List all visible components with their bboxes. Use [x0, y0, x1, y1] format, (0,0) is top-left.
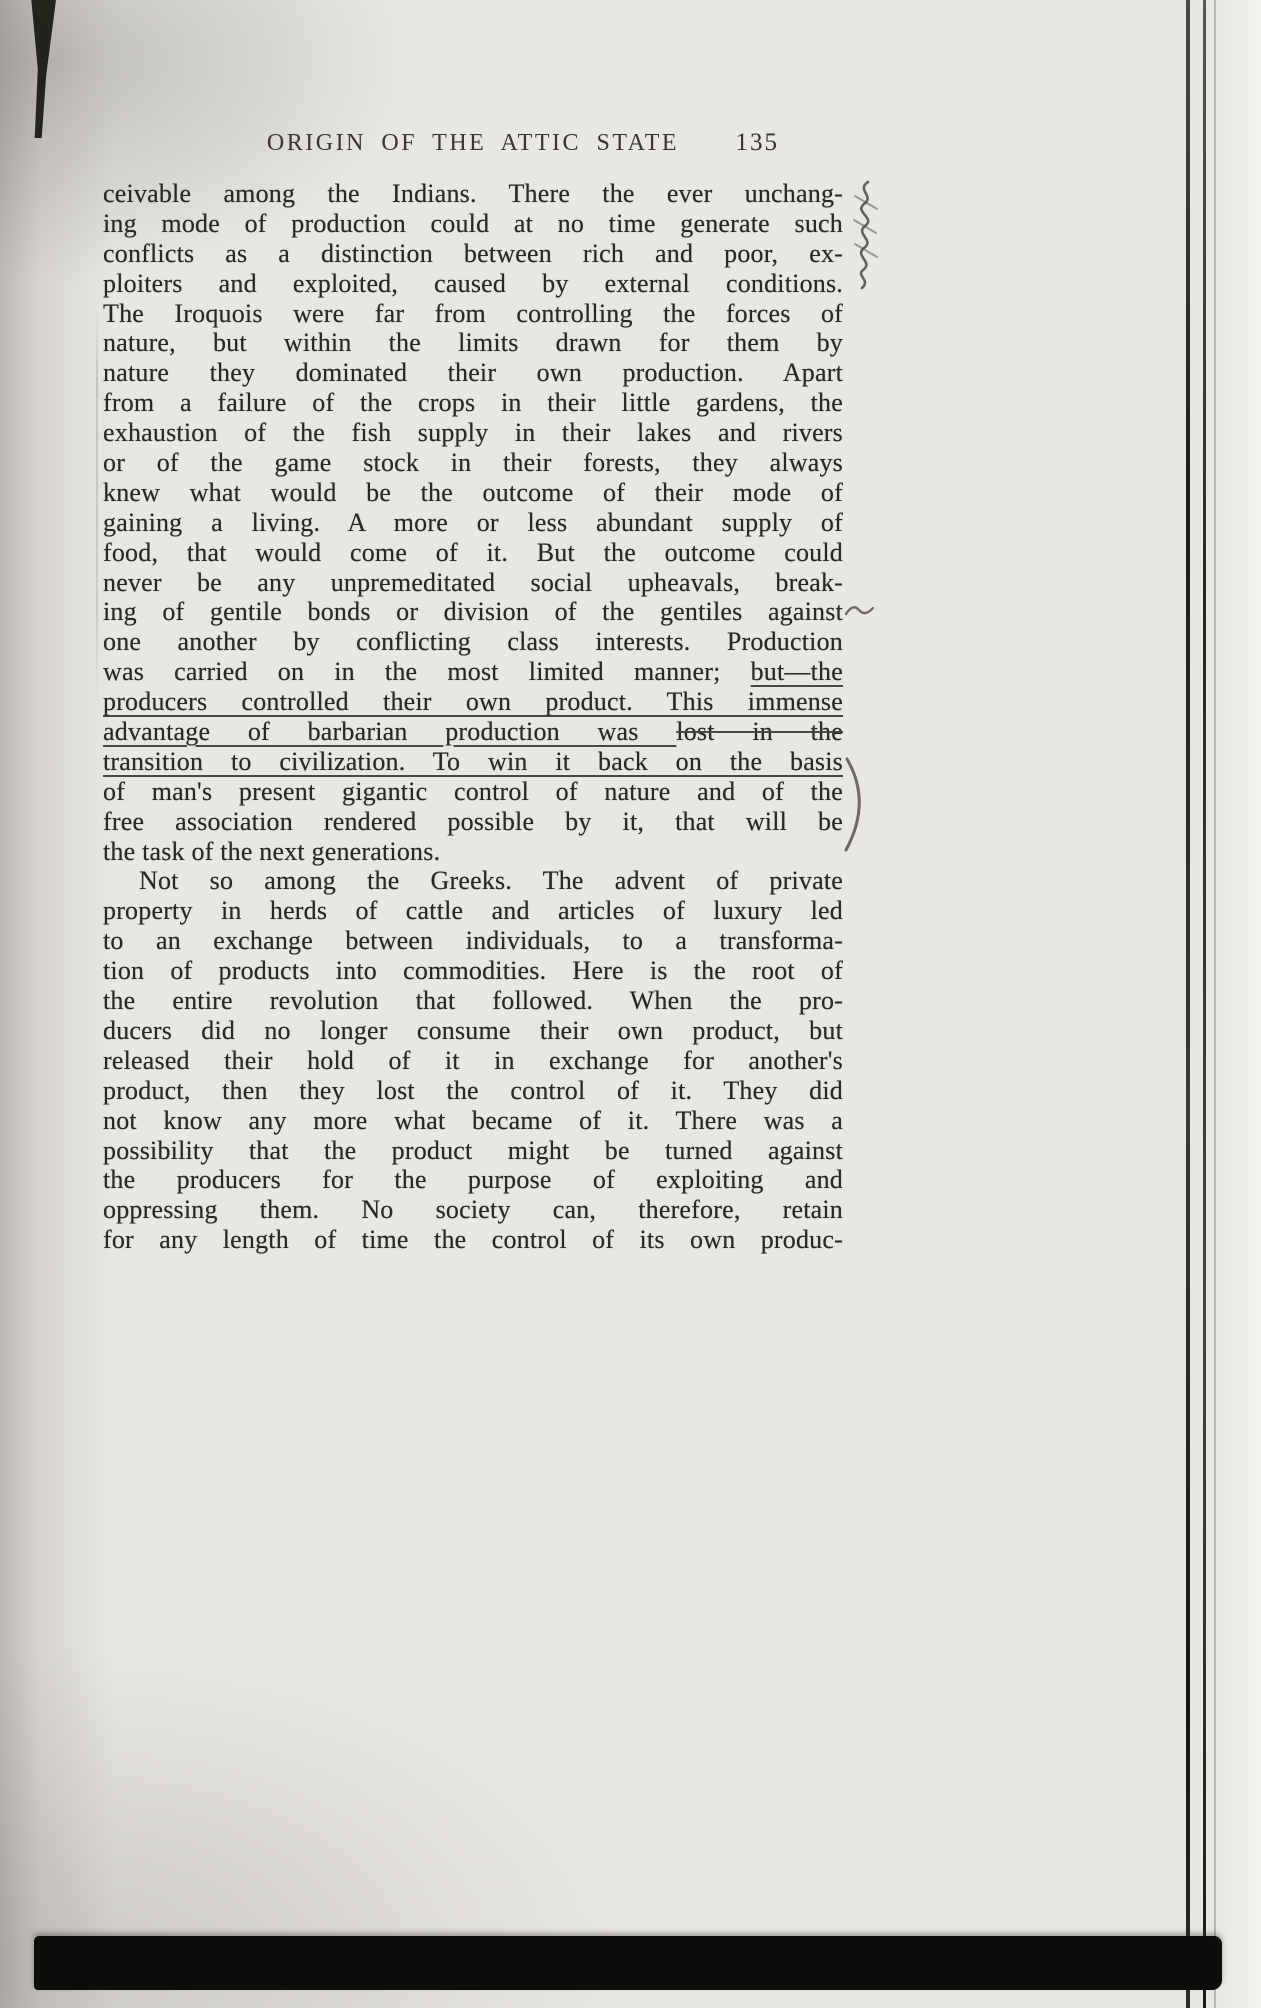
text-line [103, 179, 843, 209]
paragraph [103, 179, 843, 866]
text-segment: ceivable among the Indians. There the ever unchang- [103, 179, 843, 208]
page-header [103, 130, 843, 160]
text-segment: ing mode of production could at no time generate such [103, 208, 843, 238]
pencil-paren-icon [841, 756, 875, 854]
text-line [103, 956, 843, 986]
text-line [103, 1195, 843, 1225]
left-margin-fold-line [96, 305, 98, 705]
text-line [103, 448, 843, 478]
text-line [103, 926, 843, 956]
text-segment: tion of products into commodities. Here is the root of [103, 956, 843, 986]
text-line [103, 1016, 843, 1046]
text-segment: ploiters and exploited, caused by external conditions. [103, 268, 843, 298]
pencil-underlined-text: advantage of barbarian production was [103, 717, 677, 747]
text-segment: released their hold of it in exchange for another's [103, 1045, 843, 1075]
text-line [103, 657, 843, 687]
paragraph [103, 866, 843, 1255]
text-segment: free association rendered possible by it, that will be [103, 806, 843, 836]
pencil-scribble-icon [848, 178, 886, 292]
page-title: ORIGIN OF THE ATTIC STATE [266, 130, 680, 156]
text-segment: exhaustion of the fish supply in their lakes and rivers [103, 418, 843, 448]
pencil-underlined-text: lost in the [676, 717, 843, 747]
text-segment: ing of gentile bonds or division of the gentiles against [103, 597, 843, 627]
text-segment: Not so among the Greeks. The advent of private [139, 866, 843, 896]
text-segment: nature they dominated their own production. Apart [103, 358, 843, 388]
text-line [103, 837, 843, 867]
text-segment: the producers for the purpose of exploiting and [103, 1165, 843, 1195]
text-segment: possibility that the product might be turned against [103, 1135, 843, 1165]
page-body [103, 179, 843, 1255]
text-line [103, 239, 843, 269]
page-edge-line-1 [1186, 0, 1190, 2008]
text-line [103, 508, 843, 538]
text-segment: for any length of time the control of its own produc- [103, 1225, 843, 1255]
text-line [103, 807, 843, 837]
text-line [103, 388, 843, 418]
top-left-binding-mark [30, 0, 56, 138]
text-line [103, 1136, 843, 1166]
text-segment: oppressing them. No society can, therefore, retain [103, 1195, 843, 1225]
text-line [103, 1076, 843, 1106]
text-line [103, 866, 843, 896]
text-line [103, 627, 843, 657]
text-segment: conflicts as a distinction between rich and poor, ex- [103, 238, 843, 268]
text-line [103, 777, 843, 807]
text-segment: property in herds of cattle and articles of luxury led [103, 896, 843, 926]
text-segment: the task of the next generations. [103, 836, 441, 866]
text-segment: food, that would come of it. But the outcome could [103, 537, 843, 567]
pencil-underlined-text: transition to civilization. [103, 747, 405, 777]
text-segment: of man's present gigantic control of nature and of the [103, 776, 843, 806]
text-line [103, 1225, 843, 1255]
text-line [103, 687, 843, 717]
text-segment: was carried on in the most limited manner; [103, 657, 751, 687]
text-segment: The Iroquois were far from controlling the forces of [103, 298, 843, 328]
pencil-underlined-text: To win it back on the basis [405, 746, 843, 776]
text-line [103, 299, 843, 329]
text-line [103, 328, 843, 358]
text-segment: or of the game stock in their forests, they always [103, 448, 843, 478]
text-line [103, 478, 843, 508]
text-line [103, 747, 843, 777]
text-segment: gaining a living. A more or less abundant supply of [103, 507, 843, 537]
text-segment: product, then they lost the control of it. They did [103, 1075, 843, 1105]
text-line [103, 568, 843, 598]
text-line [103, 209, 843, 239]
text-segment: nature, but within the limits drawn for them by [103, 328, 843, 358]
text-line [103, 717, 843, 747]
pencil-underlined-text: producers controlled their own product. This immense [103, 687, 843, 717]
page-edge-line-2 [1203, 0, 1206, 2008]
pencil-underlined-text: but—the [750, 657, 843, 687]
text-line [103, 1106, 843, 1136]
scan-bottom-edge-bar [34, 1936, 1222, 1990]
text-line [103, 418, 843, 448]
text-line [103, 597, 843, 627]
text-line [103, 896, 843, 926]
text-segment: knew what would be the outcome of their mode of [103, 477, 843, 507]
pencil-tilde-icon [844, 600, 876, 622]
text-segment: never be any unpremeditated social upheavals, break- [103, 567, 843, 597]
text-segment: not know any more what became of it. There was a [103, 1105, 843, 1135]
page-content [103, 130, 843, 1255]
text-line [103, 1165, 843, 1195]
text-segment: ducers did no longer consume their own product, but [103, 1015, 843, 1045]
text-segment: from a failure of the crops in their little gardens, the [103, 388, 843, 418]
text-segment: one another by conflicting class interests. Production [103, 627, 843, 657]
text-line [103, 1046, 843, 1076]
page-number: 135 [735, 129, 779, 156]
text-segment: the entire revolution that followed. When the pro- [103, 986, 843, 1016]
text-line [103, 538, 843, 568]
text-segment: to an exchange between individuals, to a transforma- [103, 926, 843, 956]
text-line [103, 269, 843, 299]
page-edge-line-3 [1214, 0, 1216, 2008]
text-line [103, 358, 843, 388]
text-line [103, 986, 843, 1016]
